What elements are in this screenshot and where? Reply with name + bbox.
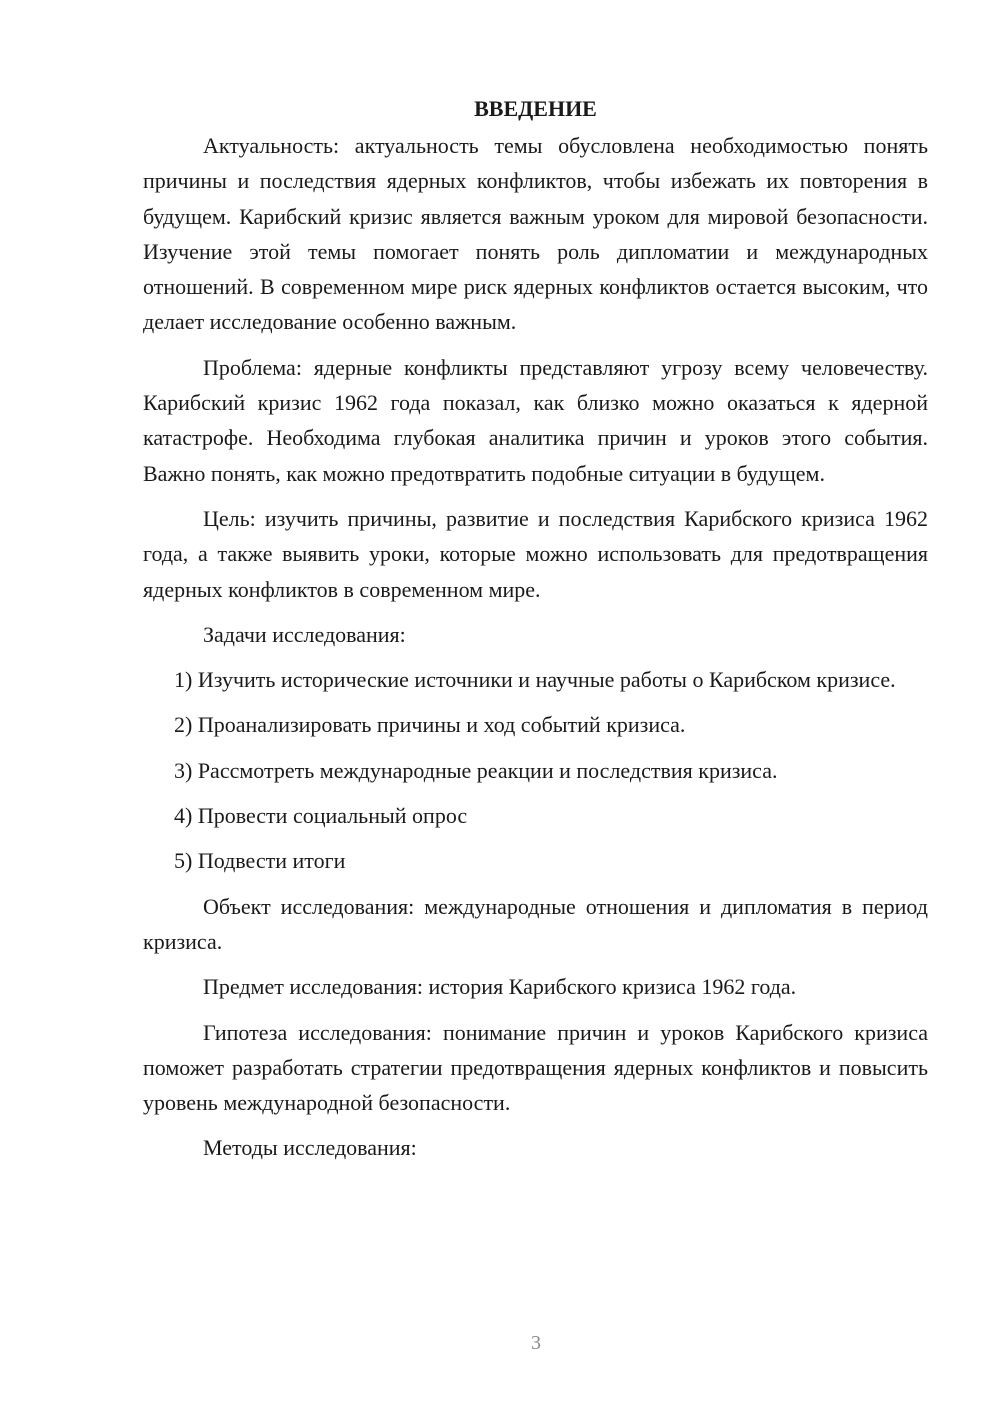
paragraph-methods: Методы исследования: — [203, 1135, 417, 1161]
task-item-4: 4) Провести социальный опрос — [174, 803, 468, 829]
page-number: 3 — [531, 1332, 541, 1354]
task-item-1: 1) Изучить исторические источники и научные работы о Карибском кризисе. — [174, 667, 896, 693]
task-item-2: 2) Проанализировать причины и ход событий кризиса. — [174, 712, 686, 738]
paragraph-tasks-intro: Задачи исследования: — [203, 621, 406, 647]
paragraph-object: Объект исследования: международные отношения и дипломатия в период кризиса. — [143, 893, 928, 954]
paragraph-relevance: Актуальность: актуальность темы обусловлена необходимостью понять причины и последствия ядерных конфликтов, чтобы избежать их повторения в будущем. Карибский кризис является важным уроком для мировой безопасности. Изучение этой темы помогает понять роль дипломатии и международных отношений. В современном мире риск ядерных конфликтов остается высоким, что делает исследование особенно важным. — [143, 133, 928, 335]
paragraph-problem: Проблема: ядерные конфликты представляют угрозу всему человечеству. Карибский кризис 1962 года показал, как близко можно оказаться к ядерной катастрофе. Необходима глубокая аналитика причин и уроков этого события. Важно понять, как можно предотвратить подобные ситуации в будущем. — [143, 354, 928, 486]
task-item-5: 5) Подвести итоги — [174, 848, 346, 874]
paragraph-subject: Предмет исследования: история Карибского кризиса 1962 года. — [203, 974, 797, 1000]
page-title: ВВЕДЕНИЕ — [474, 96, 597, 121]
paragraph-goal: Цель: изучить причины, развитие и последствия Карибского кризиса 1962 года, а также выявить уроки, которые можно использовать для предотвращения ядерных конфликтов в современном мире. — [143, 505, 928, 602]
paragraph-hypothesis: Гипотеза исследования: понимание причин и уроков Карибского кризиса поможет разработать стратегии предотвращения ядерных конфликтов и повысить уровень международной безопасности. — [143, 1019, 928, 1116]
task-item-3: 3) Рассмотреть международные реакции и последствия кризиса. — [174, 757, 778, 783]
document-page — [143, 92, 928, 1176]
